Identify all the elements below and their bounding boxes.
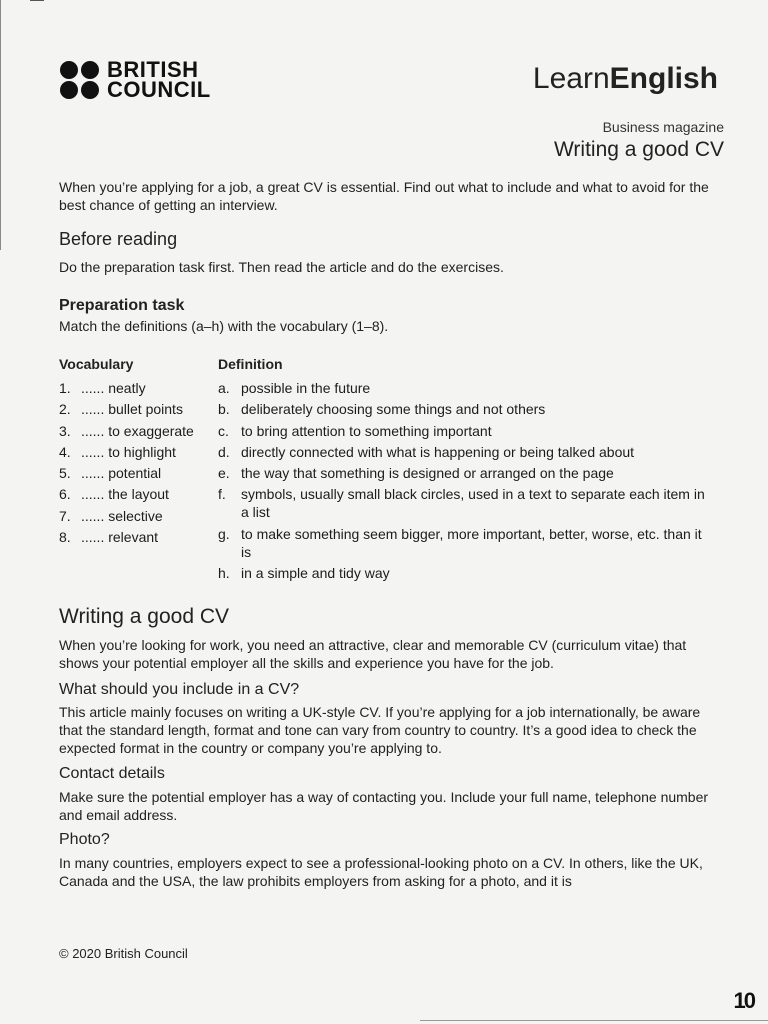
list-item: 5. ...... potential (59, 465, 162, 482)
list-item: b. deliberately choosing some things and not others (218, 401, 546, 418)
intro-paragraph: When you’re applying for a job, a great CV is essential. Find out what to include and what to avoid for the best chance of getting an interview. (59, 179, 709, 213)
section-text: This article mainly focuses on writing a UK-style CV. If you’re applying for a job internationally, be aware that the standard length, format and tone can vary from country to country. It’s a good idea to check the expected format in the country or company you’re applying to. (59, 704, 701, 756)
list-item: e. the way that something is designed or arranged on the page (218, 465, 614, 482)
section-text: In many countries, employers expect to see a professional-looking photo on a CV. In others, like the UK, Canada and the USA, the law prohibits employers from asking for a photo, and it is (59, 855, 703, 889)
list-item: c. to bring attention to something important (218, 422, 492, 439)
definition-list (218, 379, 708, 585)
logo-wordmark: BRITISH COUNCIL (107, 57, 211, 102)
list-item: a. possible in the future (218, 380, 371, 396)
list-item: 4. ...... to highlight (59, 443, 176, 460)
list-item: 2. ...... bullet points (59, 401, 183, 418)
vocabulary-column-header: Vocabulary (59, 356, 134, 372)
list-item: 1. ...... neatly (59, 380, 146, 396)
list-item: 6. ...... the layout (59, 486, 169, 503)
handwritten-page-number: 10 (733, 988, 754, 1013)
list-item: h. in a simple and tidy way (218, 565, 390, 582)
section-heading: Photo? (59, 831, 110, 848)
preparation-instruction: Match the definitions (a–h) with the vocabulary (1–8). (59, 318, 389, 334)
definition-column-header: Definition (218, 356, 283, 372)
list-item: 8. ...... relevant (59, 529, 159, 546)
scan-edge-line (0, 0, 1, 250)
section-heading: What should you include in a CV? (59, 681, 300, 698)
article-intro: When you’re looking for work, you need an attractive, clear and memorable CV (curriculum vitae) that shows your potential employer all the skills and experience you have for the job. (59, 637, 687, 671)
list-item: 3. ...... to exaggerate (59, 422, 194, 439)
article-heading: Writing a good CV (59, 605, 230, 628)
list-item: 7. ...... selective (59, 507, 163, 524)
learnenglish-brand: LearnEnglish (532, 62, 718, 95)
scan-corner-mark (30, 0, 44, 1)
magazine-label: Business magazine (602, 119, 724, 135)
bottom-rule (420, 1020, 768, 1021)
before-reading-text: Do the preparation task first. Then read the article and do the exercises. (59, 259, 504, 275)
preparation-task-heading: Preparation task (59, 297, 185, 314)
british-council-logo (60, 57, 211, 102)
vocabulary-list (59, 379, 219, 549)
list-item: g. to make something seem bigger, more important, better, worse, etc. than it is (218, 525, 702, 560)
list-item: d. directly connected with what is happening or being talked about (218, 443, 635, 460)
logo-dots-icon (60, 61, 99, 99)
list-item: f. symbols, usually small black circles, used in a text to separate each item in a list (218, 486, 705, 521)
before-reading-heading: Before reading (59, 229, 178, 249)
section-text: Make sure the potential employer has a way of contacting you. Include your full name, telephone number and email address. (59, 789, 709, 823)
section-heading: Contact details (59, 765, 165, 782)
copyright-footer: © 2020 British Council (59, 946, 188, 961)
document-title: Writing a good CV (553, 138, 724, 161)
